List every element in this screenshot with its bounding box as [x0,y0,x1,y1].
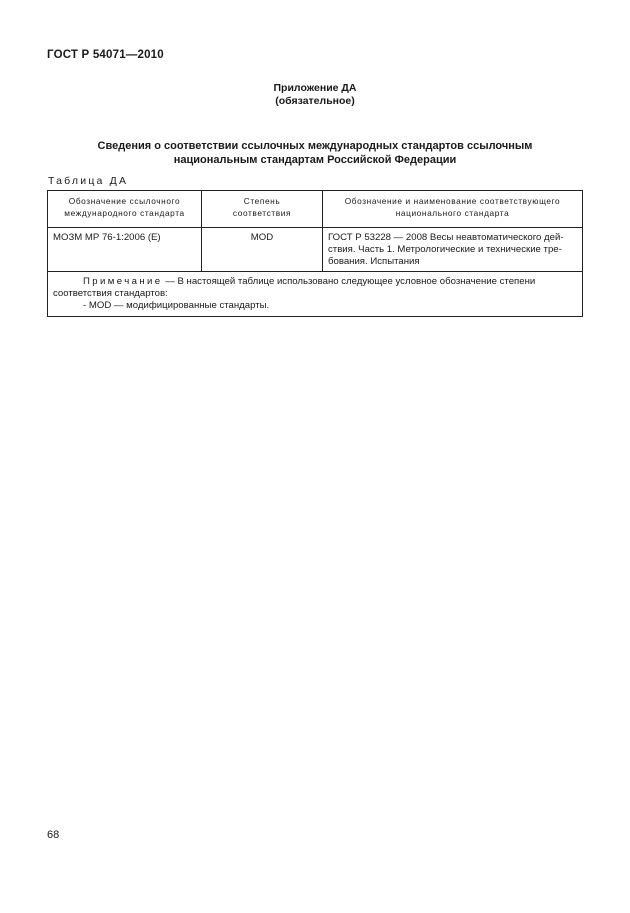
table-caption: Таблица ДА [48,175,129,187]
note-text-line1: — В настоящей таблице использовано следующее условное обозначение степени [162,276,536,288]
appendix-heading [0,82,630,108]
header-col2-line2: соответствия [232,207,292,218]
document-title-line2: национальным стандартам Российской Федерации [173,153,457,166]
table-header-row [48,191,583,228]
header-col2-line1: Степень [243,196,281,206]
national-line2: ствия. Часть 1. Метрологические и технические тре- [328,243,562,255]
cell-degree: MOD [202,228,323,272]
note-line3 [53,300,577,312]
header-col1-line1: Обозначение ссылочного [68,196,181,206]
table-row [48,228,583,272]
note-line2: соответствия стандартов: [53,288,168,300]
national-line1: ГОСТ Р 53228 — 2008 Весы неавтоматического дей- [328,232,564,243]
appendix-title: Приложение ДА [273,82,357,94]
standard-designation: ГОСТ Р 54071—2010 [47,49,164,61]
header-international-standard [48,191,202,228]
header-national-standard [323,191,583,228]
document-title [70,140,560,167]
correspondence-table [47,190,583,317]
page-number: 68 [47,829,60,841]
note-label: Примечание [83,276,163,288]
header-col1-line2: международного стандарта [64,207,185,218]
header-col3-line2: национального стандарта [395,207,510,218]
national-line3: бования. Испытания [328,255,420,267]
table-note [48,272,583,316]
table-note-row [48,272,583,316]
cell-national-standard [323,228,583,272]
cell-international-code: МОЗМ МР 76-1:2006 (Е) [48,228,202,272]
note-line1 [53,276,577,288]
note-text-line3: - MOD — модифицированные стандарты. [83,299,270,311]
header-col3-line1: Обозначение и наименование соответствующего [344,196,561,206]
document-title-line1: Сведения о соответствии ссылочных международных стандартов ссылочным [97,140,533,152]
header-degree [202,191,323,228]
appendix-status: (обязательное) [275,95,355,107]
